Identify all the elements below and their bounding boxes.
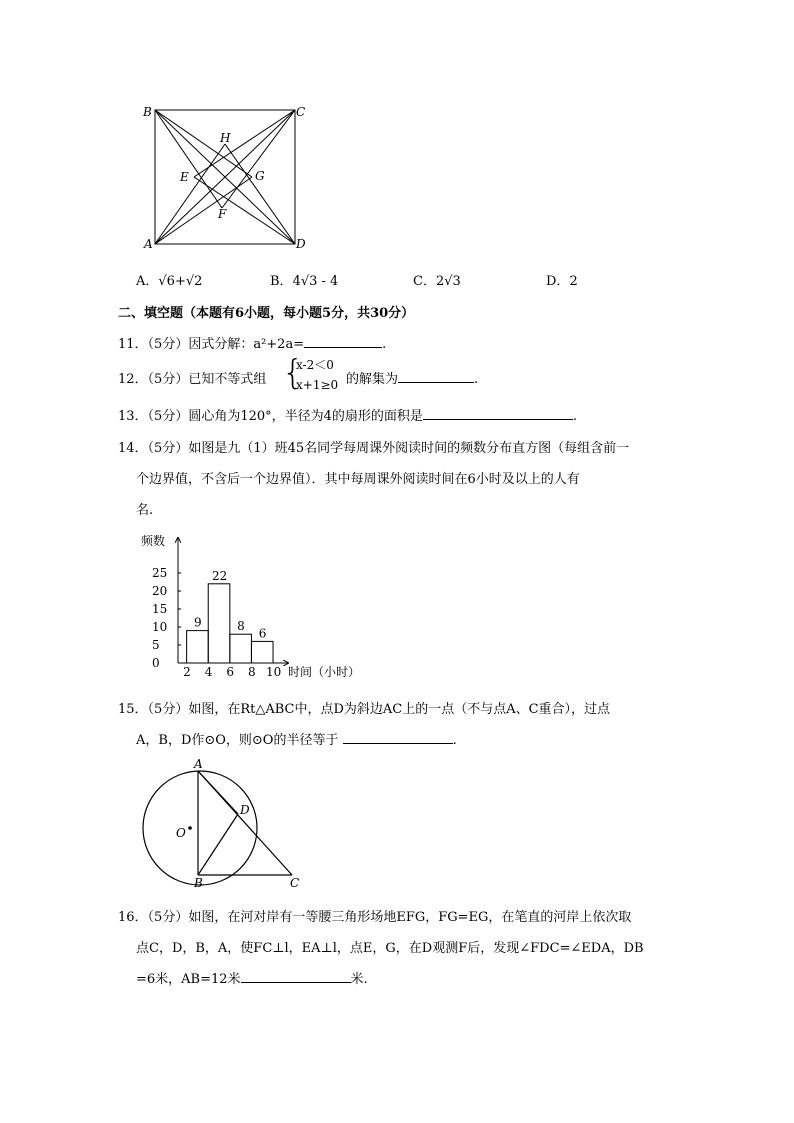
y-tick-label: 25 — [152, 566, 168, 580]
question-14-line2: 个边界值，不含后一个边界值）．其中每周课外阅读时间在6小时及以上的人有 — [136, 472, 580, 487]
inequality-2: x+1≥0 — [296, 378, 339, 392]
x-axis-label: 时间（小时） — [288, 665, 361, 679]
question-13: 13．（5分）圆心角为120°，半径为4的扇形的面积是 . — [118, 409, 578, 424]
q10-option-a: A．√6+√2 — [136, 274, 203, 289]
y-tick-label: 5 — [152, 638, 160, 652]
y-tick-label: 15 — [152, 602, 168, 616]
label-F: F — [218, 207, 227, 221]
question-14-line3: 名. — [136, 503, 154, 518]
histogram-bar — [251, 641, 273, 663]
label-D: D — [296, 237, 306, 251]
label-D: D — [240, 803, 250, 817]
label-A: A — [194, 758, 203, 771]
label-A: A — [144, 237, 153, 251]
system-brace: { — [282, 353, 304, 393]
question-16-line3: =6米，AB=12米 米. — [136, 972, 368, 987]
bar-data-label: 8 — [237, 619, 245, 634]
histogram-chart — [138, 530, 388, 680]
histogram-bar — [208, 584, 230, 663]
q10-option-c: C．2√3 — [413, 274, 461, 289]
label-C: C — [296, 105, 306, 119]
question-16-line2: 点C，D，B，A，使FC⊥l，EA⊥l，点E，G，在D观测F后，发现∠FDC=∠EDA，DB — [136, 941, 644, 956]
q10-option-d: D．2 — [546, 274, 578, 289]
label-B: B — [143, 105, 152, 119]
label-G: G — [255, 169, 265, 183]
y-tick-label: 20 — [152, 584, 168, 598]
bar-data-label: 22 — [212, 568, 228, 583]
question-11: 11．（5分）因式分解：a²+2a= . — [118, 337, 387, 352]
y-tick-label: 0 — [152, 656, 160, 670]
square-figure — [130, 98, 320, 258]
x-tick-label: 2 — [183, 665, 191, 679]
question-14-line1: 14．（5分）如图是九（1）班45名同学每周课外阅读时间的频数分布直方图（每组含前一 — [118, 441, 630, 456]
inequality-1: x-2＜0 — [296, 358, 334, 372]
label-B: B — [194, 876, 203, 890]
y-axis-label: 频数 — [141, 534, 166, 548]
histogram-bar — [230, 634, 252, 663]
y-tick-label: 10 — [152, 620, 168, 634]
x-tick-label: 10 — [266, 665, 282, 679]
label-H: H — [220, 131, 231, 145]
q10-option-b: B．4√3 - 4 — [270, 274, 339, 289]
circle-figure — [130, 758, 310, 893]
question-15-line1: 15．（5分）如图，在Rt△ABC中，点D为斜边AC上的一点（不与点A、C重合），过点 — [118, 702, 611, 717]
question-16-line1: 16．（5分）如图，在河对岸有一等腰三角形场地EFG，FG=EG，在笔直的河岸上依次取 — [118, 910, 632, 925]
histogram-bar — [187, 631, 209, 663]
label-C: C — [290, 876, 300, 890]
x-tick-label: 6 — [226, 665, 234, 679]
bar-data-label: 9 — [193, 615, 202, 630]
x-tick-label: 8 — [247, 665, 256, 679]
section-heading: 二、填空题（本题有6小题，每小题5分，共30分） — [118, 306, 415, 321]
label-E: E — [180, 170, 189, 184]
question-12: 12．（5分）已知不等式组 — [118, 372, 267, 387]
x-tick-label: 4 — [204, 665, 213, 679]
bar-data-label: 6 — [258, 626, 267, 641]
question-12-suffix: 的解集为 . — [346, 372, 479, 387]
question-15-line2: A，B，D作⊙O，则⊙O的半径等于 . — [136, 733, 457, 748]
label-O: O — [176, 826, 186, 840]
